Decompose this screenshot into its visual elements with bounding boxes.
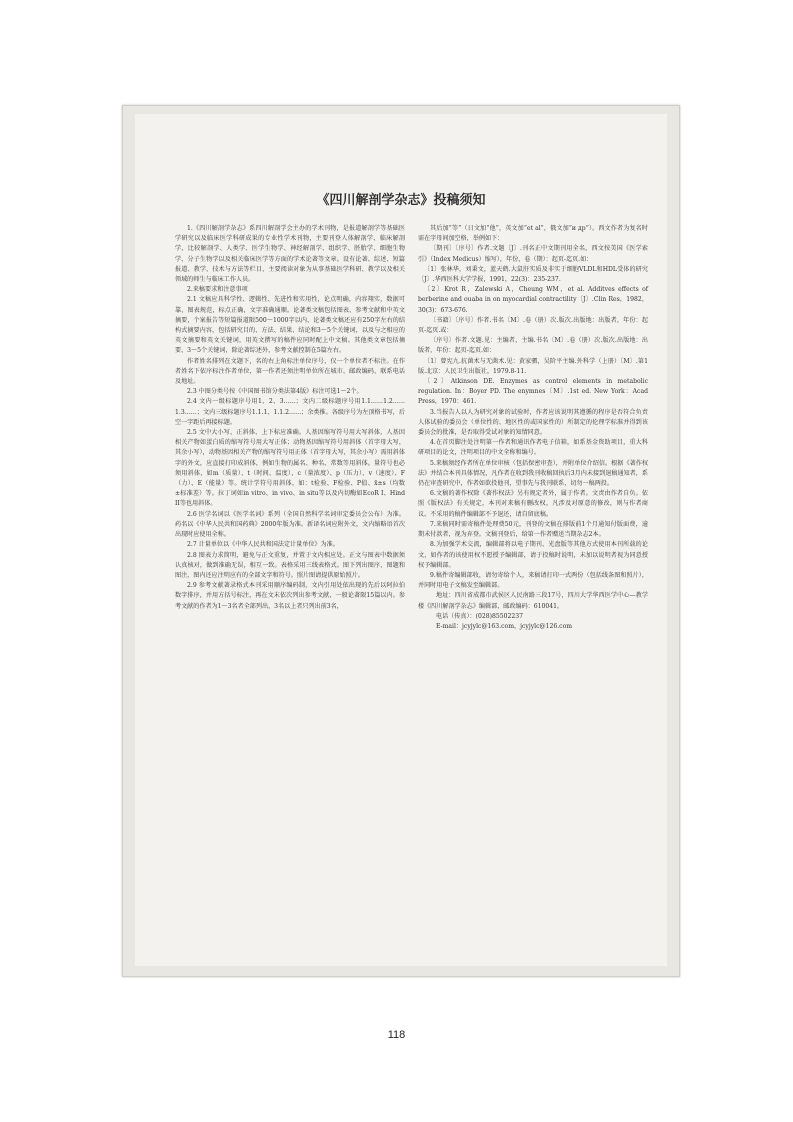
section-heading: 2.来稿要求和注意事项: [187, 286, 248, 294]
reference-example: 〔1〕张林华，刘秉文，蓝天鹤.大鼠肝实质及非实于细胞VLDL和HDL受体的研究〔J〕.华西医科大学学报，1991，22(3)：235-237.: [418, 265, 648, 284]
right-column: [418, 224, 648, 632]
paragraph-7: 7.来稿同时需寄稿件处理费50元，刊登的文稿在排版前1个月通知付版面费，逾期未付款者，视为弃登。文稿刊登后，给第一作者赠送当期杂志2本。: [418, 520, 648, 539]
paragraph-2-1: 2.1 文稿应具科学性、逻辑性、先进性和实用性，论点明确，内容翔实，数据可靠，图表规范，标点正确，文字准确通顺。论著类文稿包括图表、参考文献和中英文摘要，个案报告等短篇报道限500～1000字以内，论著类文稿还应有250字左右的结构式摘要内容，包括研究目的、方法、结果、结论和3～5个关键词，以及与之相应的英文摘要和英文关键词，用英文撰写的稿件应同时配上中文稿。其他类文章包括摘要、3～5个关键词，除论著综述外，参考文献控制在5篇左右。: [175, 296, 405, 355]
paragraph-authors: 作者姓名排列在文题下，名的右上角标注单位序号，仅一个单位者不标注。在作者姓名下依序标注作者单位，第一作者还须注明单位所在城市、邮政编码、联系电话及地址。: [175, 357, 405, 386]
paragraph-scope: 1.《四川解剖学杂志》系四川解剖学会主办的学术刊物，是报道解剖学等基础医学研究以及临床医学科研成果的专业性学术刊物，主要刊登人体解剖学、临床解剖学、比较解剖学、人类学、医学生物学、神经解剖学、组织学、胚胎学、细胞生物学、分子生物学以及相关临床医学等方面的学术论著等文章。设有论著、综述、短篇报道、教学、技术与方法等栏目，主要阅读对象为从事基础医学科研、教学以及相关领域的师生与临床工作人员。: [175, 225, 405, 284]
reference-format-book: 〔书籍〕〔序号〕作者.书名〔M〕.卷（册）次.版次.出版地：出版者，年份：起页-迄页.或：: [418, 316, 648, 335]
paragraph-2-7: 2.7 计量单位以《中华人民共和国法定计量单位》为准。: [187, 541, 339, 549]
paragraph-6: 6.文稿的著作权除《著作权法》另有规定者外，属于作者。文责由作者自负。依照《版权法》有关规定，本刊对来稿有删改权，凡涉及对原意的修改，则与作者商议。不采用的稿件编辑部不予退还，请自留底稿。: [418, 490, 648, 518]
paragraph-2-3: 2.3 中图分类号按《中国图书馆分类法第4版》标注可选1～2个。: [187, 388, 363, 396]
reference-example: 〔2〕Atkinson DE. Enzymes as control elements in metabolic regulation. In：Boyer PD. The enymnes〔M〕.1st ed. New York：Acad Press，1970：461.: [418, 378, 648, 406]
paragraph-8: 8.为加强学术交流，编辑部将以电子期刊、光盘版等其他方式使用本刊所载的论文，如作者的该使用权不愿授予编辑部，请于投稿时说明，未加以说明者视为同意授权予编辑部。: [418, 541, 648, 569]
reference-example: 〔1〕曾宪九.抗菌术与无菌术.见：黄家驷，吴阶平主编.外科学（上册）〔M〕.第1版.北京：人民卫生出版社，1979.8-11.: [418, 357, 648, 375]
email-text: E-mail：jcyjylc@163.com，jcyjylc@126.com: [436, 622, 573, 630]
phone-text: 电话（传真）：(028)85502237: [436, 612, 524, 620]
paragraph-et-al: 其后加“等”（日文加“他”，英文加“et al”，俄文加“и др”）。西文作者为复名时需在字母间加空格，举例如下：: [418, 225, 648, 243]
paragraph-2-6: 2.6 医学名词以《医学名词》系列（全国自然科学名词审定委员会公布）为准。药名以《中华人民共和国药典》2000年版为准。新译名词应附外文，文内缩略语首次出现时应使用全称。: [175, 510, 405, 539]
scanned-page-photo: [122, 105, 680, 977]
journal-page: [135, 114, 667, 966]
address-text: 地址：四川省成都市武侯区人民南路三段17号，四川大学华西医学中心—教学楼《四川解剖学杂志》编辑部，邮政编码：610041。: [418, 592, 648, 610]
paragraph-5: 5.来稿须经作者所在单位审核（包括保密审查），并附单位介绍信。根据《著作权法》并结合本刊具体情况，凡作者在收到我刊收稿回执后3月内未接到退稿通知者，系仍在审查研究中，作者如欲投他刊，望事先与我刊联系，切勿一稿两投。: [418, 459, 648, 488]
paragraph-2-8: 2.8 图表力求简明，避免与正文重复，并置于文内相应处。正文与图表中数据须认真核对，做到准确无误，相互一致。表格采用三线表格式。图下列出图序，图题和图注，图内还应注明应有的全部文字和符号。照片图请提供原始照片。: [175, 551, 405, 579]
paragraph-3: 3.当报告人以人为研究对象的试验时，作者应该说明其遵循的程序是否符合负责人体试验的委员会（单位性的、地区性的或国家性的）所制定的伦理学标准并得到该委员会的批准，是否取得受试对象的知情同意。: [418, 408, 648, 437]
paragraph-2-4: 2.4 文内一级标题序号用1、2、3……；文内二级标题序号用1.1……1.2……1.3……；文内三级标题序号1.1.1、1.1.2……；余类推。各级序号为左顶格书写，后空一字距后再接标题。: [175, 398, 405, 426]
page-number: 118: [387, 1029, 406, 1041]
paragraph-2-9: 2.9 参考文献著录格式本刊采用顺序编码制，文内引用处依出现的先后以阿拉伯数字排序，并用方括号标注，再在文末依次列出参考文献，一般论著限15篇以内。参考文献的作者为1～3名者全部列出，3名以上者只列出前3名，: [175, 582, 405, 610]
paragraph-9: 9.稿件寄编辑部收，请勿寄给个人，来稿请打印一式两份（包括线条图和照片），并同时用电子文稿发至编辑部。: [418, 571, 648, 590]
paragraph-2-5: 2.5 文中大小写、正斜体、上下标应准确。人基因缩写符号用大写斜体，人基因相关产物如蛋白质的缩写符号用大写正体；动物基因缩写符号用斜体（首字母大写，其余小写），动物基因相关产物的缩写符号用正体（首字母大写，其余小写）需用斜体字的外文，应直接打印成斜体，例如生物的属名、种名、常数等用斜体。量符号也必须用斜体，如m（质量）、t（时间、温度）、c（量浓度）、p（压力）、v（速度）、F（力）、E（能量）等。统计学符号用斜体，如：t检验、F检验、P值、x̄±s（均数±标准差）等。拉丁词如in vitro、in vivo、in situ等以及内切酶如EcoR I、Hind II等也用斜体。: [175, 429, 405, 508]
left-column: [175, 224, 405, 612]
reference-example: 〔2〕Krot R，Zalewski A，Cheung WM，et al. Additves effects of berberine and ouaba in on myocardial contractility〔J〕.Clin Res，1982，30(3)：673-676.: [418, 286, 648, 314]
paragraph-4: 4.在首页脚注处注明第一作者和通讯作者电子信箱，如系基金资助项目，重大科研项目的论文，注明项目的中文全称和编号。: [418, 439, 648, 457]
reference-format-chapter: 〔序号〕作者.文题.见：主编者，主编.书名〔M〕.卷（册）次.版次.出版地：出版者，年份：起页-迄页.如：: [418, 337, 648, 355]
page-title: 《四川解剖学杂志》投稿须知: [316, 193, 486, 208]
reference-format-journal: 〔期刊〕〔序号〕作者.文题〔J〕.刊名正中文期刊用全名，西文按美国《医学索引》（Index Medicus）缩写），年份，卷（期）：起页-迄页.如：: [418, 245, 648, 263]
